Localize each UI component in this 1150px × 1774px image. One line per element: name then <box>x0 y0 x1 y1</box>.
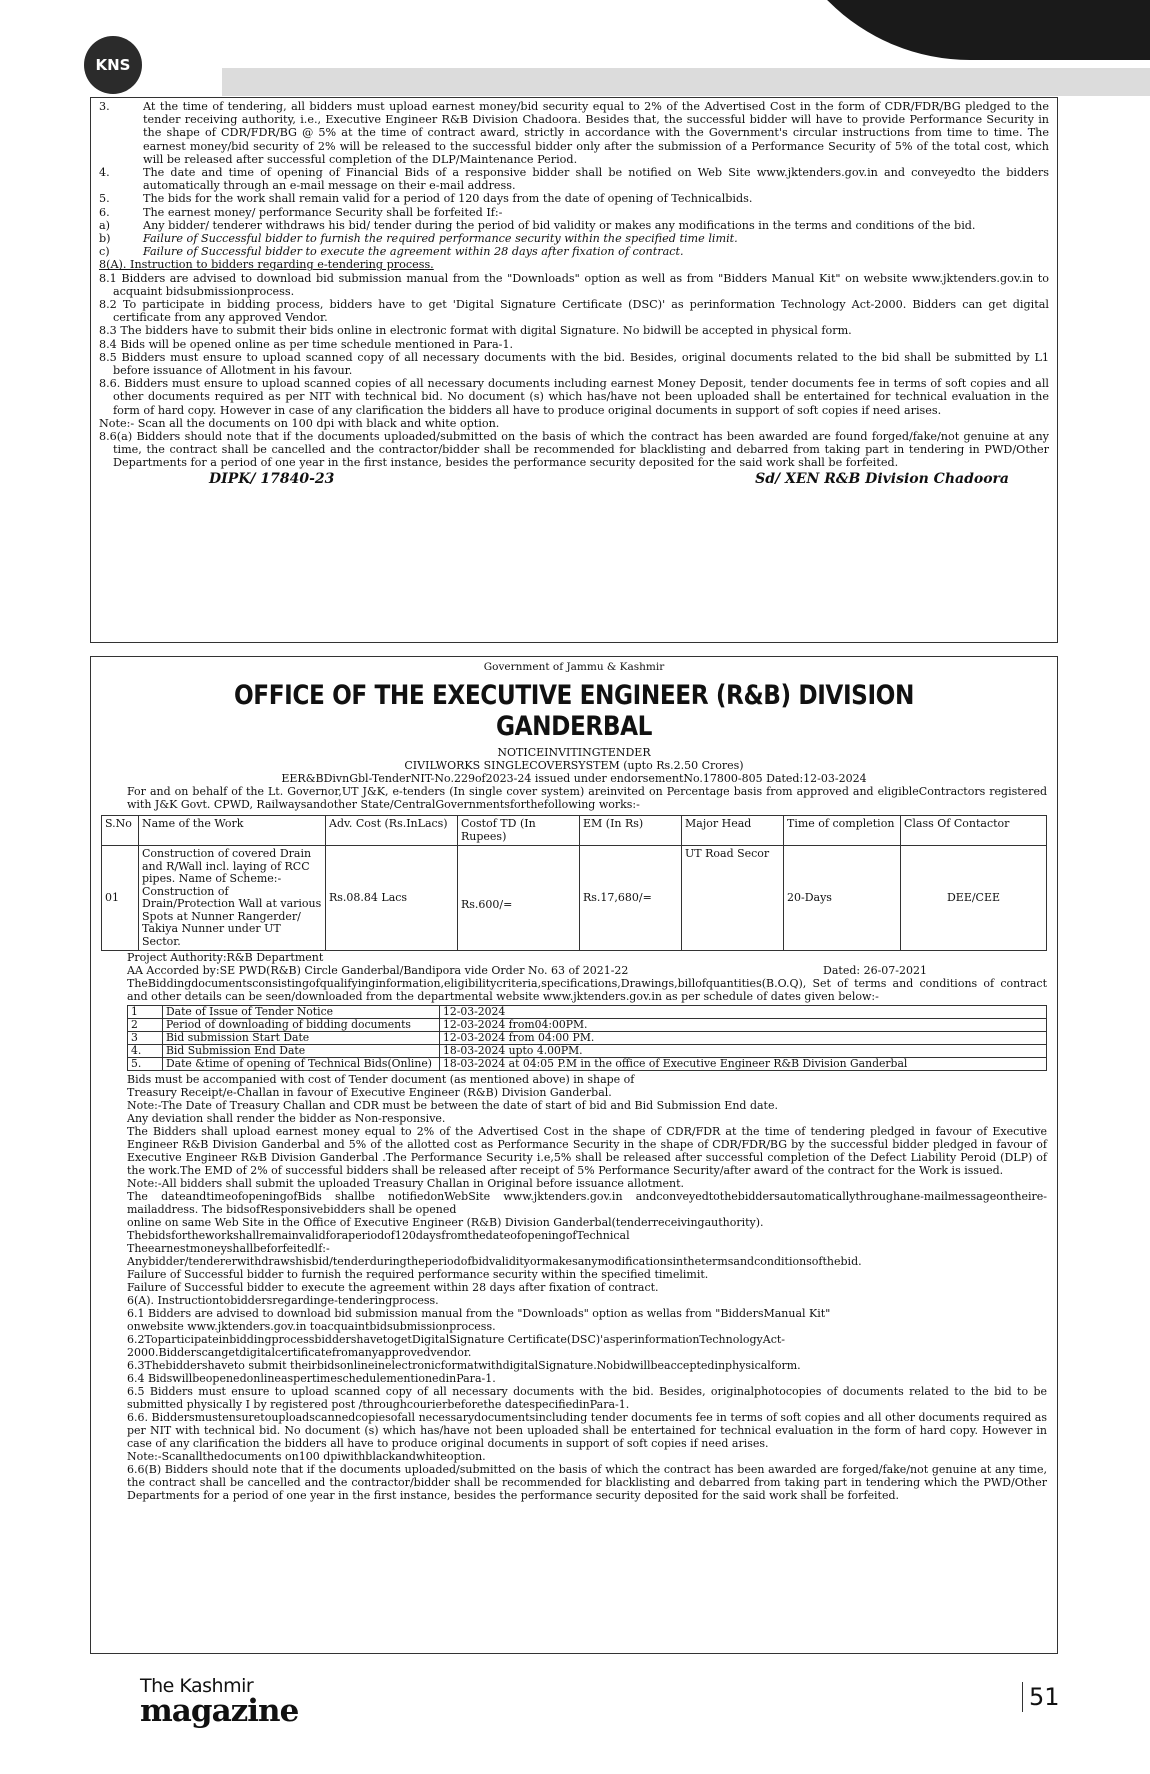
clause-number: 6. <box>99 205 110 219</box>
notice-paragraph: 6.6. Biddersmustensuretouploadscannedcopiesofall necessarydocumentsincluding tender documents fee in terms of soft copies and all other documents required as per NIT with technical bid. No document (s) which has/have not been uploaded shall be entertained for technical evaluation in the form of hard copy. However in case of any clarification the bidders all have to produce original documents in support of soft copies if need arises. <box>127 1411 1047 1451</box>
schedule-value: 12-03-2024 from 04:00 PM. <box>440 1032 1047 1045</box>
schedule-value: 18-03-2024 upto 4.00PM. <box>440 1045 1047 1058</box>
clause-number: c) <box>99 245 110 259</box>
col-em: EM (In Rs) <box>580 816 682 846</box>
clause-item <box>99 232 1049 245</box>
clause-item <box>99 219 1049 232</box>
notice-paragraph: 6.6(B) Bidders should note that if the documents uploaded/submitted on the basis of which the contract has been awarded are forged/fake/not genuine at any time, the contract shall be cancelled and the contractor/bidder shall be recommended for blacklisting and debarred from taking part in tendering which the PWD/Other Departments for a period of one year in the first instance, besides the performance security deposited for the said work shall be forfeited. <box>127 1463 1047 1503</box>
cell-adv-cost: Rs.08.84 Lacs <box>326 846 458 951</box>
signature-line <box>99 471 1049 487</box>
reference-line: EER&BDivnGbl-TenderNIT-No.229of2023-24 issued under endorsementNo.17800-805 Dated:12-03-2024 <box>281 772 867 786</box>
table-row <box>128 1045 1047 1058</box>
table-row <box>128 1058 1047 1071</box>
notice-paragraph: Treasury Receipt/e-Challan in favour of Executive Engineer (R&B) Division Ganderbal. <box>127 1086 612 1100</box>
heading-8a: 8(A). Instruction to bidders regarding e-tendering process. <box>99 258 434 272</box>
schedule-label: Period of downloading of bidding documents <box>163 1019 440 1032</box>
col-class: Class Of Contactor <box>901 816 1047 846</box>
instruction-item: 8.2 To participate in bidding process, bidders have to get 'Digital Signature Certificate (DSC)' as perinformation Technology Act-2000. Bidders can get digital certificate from any approved Vendor. <box>99 298 1049 325</box>
col-time: Time of completion <box>784 816 901 846</box>
magazine-logo <box>140 1675 299 1729</box>
bidding-docs: TheBiddingdocumentsconsistingofqualifyinginformation,eligibilitycriteria,specifications,Drawings,billofquantities(B.O.Q), Set of terms and conditions of contract and other details can be seen/downloaded from the departmental website www.jktenders.gov.in as per schedule of dates given below:- <box>127 977 1047 1004</box>
clause-item <box>99 192 1049 205</box>
schedule-label: Bid Submission End Date <box>163 1045 440 1058</box>
schedule-label: Date &time of opening of Technical Bids(Online) <box>163 1058 440 1071</box>
instruction-item: 8.1 Bidders are advised to download bid submission manual from the "Downloads" option as well as from "Bidders Manual Kit" on website www.jktenders.gov.in to acquaint bidsubmissionprocess. <box>99 271 1049 298</box>
schedule-label: Bid submission Start Date <box>163 1032 440 1045</box>
clause-item <box>99 245 1049 258</box>
page-number: 51 <box>1022 1682 1060 1712</box>
clause-text: Failure of Successful bidder to furnish the required performance security within the specified time limit. <box>143 232 738 246</box>
schedule-value: 18-03-2024 at 04:05 P.M in the office of Executive Engineer R&B Division Ganderbal <box>440 1058 1047 1071</box>
col-adv-cost: Adv. Cost (Rs.InLacs) <box>326 816 458 846</box>
schedule-number: 1 <box>128 1006 163 1019</box>
schedule-table <box>127 1005 1047 1071</box>
notice-paragraph: 2000.Bidderscangetdigitalcertificatefromanyapprovedvendor. <box>127 1346 472 1360</box>
clause-number: 5. <box>99 192 110 206</box>
notice-paragraph: 6.4 BidswillbeopenedonlineaspertimeschedulementionedinPara-1. <box>127 1372 496 1386</box>
clause-item <box>99 206 1049 219</box>
works-table-header <box>102 816 1047 846</box>
notice-ganderbal <box>90 656 1058 1654</box>
instruction-item: 8.3 The bidders have to submit their bids online in electronic format with digital Signature. No bidwill be accepted in physical form. <box>99 324 852 338</box>
cell-td-cost: Rs.600/= <box>458 846 580 951</box>
cell-major-head: UT Road Secor <box>682 846 784 951</box>
schedule-value: 12-03-2024 <box>440 1006 1047 1019</box>
col-sno: S.No <box>102 816 139 846</box>
clause-text: The bids for the work shall remain valid for a period of 120 days from the date of opening of Technicalbids. <box>143 192 753 206</box>
notice-paragraph: online on same Web Site in the Office of Executive Engineer (R&B) Division Ganderbal(tenderreceivingauthority). <box>127 1216 764 1230</box>
notice-paragraph: 6(A). Instructiontobiddersregardinge-tenderingprocess. <box>127 1294 439 1308</box>
clause-number: a) <box>99 218 111 232</box>
table-row <box>128 1006 1047 1019</box>
table-row <box>128 1032 1047 1045</box>
notice-paragraph: 6.3Thebiddershaveto submit theirbidsonlineinelectronicformatwithdigitalSignature.Nobidwillbeacceptedinphysicalform. <box>127 1359 801 1373</box>
instruction-item: 8.5 Bidders must ensure to upload scanned copy of all necessary documents with the bid. Besides, original documents related to the bid shall be submitted by L1 before issuance of Allotment in his favour. <box>99 350 1049 378</box>
clause-text: Any bidder/ tenderer withdraws his bid/ tender during the period of bid validity or makes any modifications in the terms and conditions of the bid. <box>143 218 976 232</box>
govt-line: Government of Jammu & Kashmir <box>483 661 665 673</box>
notice-chadoora <box>90 97 1058 643</box>
notice-paragraph: Bids must be accompanied with cost of Tender document (as mentioned above) in shape of <box>127 1073 635 1087</box>
notice-paragraph: Note:-All bidders shall submit the uploaded Treasury Challan in Original before issuance allotment. <box>127 1177 685 1191</box>
notice-paragraph: Theearnestmoneyshallbeforfeitedlf:- <box>127 1242 330 1256</box>
instruction-item: 8.6(a) Bidders should note that if the documents uploaded/submitted on the basis of which the contract has been awarded are found forged/fake/not genuine at any time, the contract shall be cancelled and the contractor/bidder shall be recommended for blacklisting and debarred from taking part in tendering in PWD/Other Departments for a period of one year in the first instance, besides the performance security deposited for the said work shall be forfeited. <box>99 430 1049 470</box>
schedule-number: 3 <box>128 1032 163 1045</box>
col-work: Name of the Work <box>139 816 326 846</box>
notice-paragraph: Failure of Successful bidder to furnish the required performance security within the specified timelimit. <box>127 1268 709 1282</box>
col-major-head: Major Head <box>682 816 784 846</box>
header-bar <box>222 68 1150 96</box>
notice-paragraph: The dateandtimeofopeningofBids shallbe notifiedonWebSite www.jktenders.gov.in andconveyedtothebiddersautomaticallythroughane-mailmessageontheire-mailaddress. The bidsofResponsivebidders shall be opened <box>127 1190 1047 1217</box>
cell-sno: 01 <box>102 846 139 951</box>
aa-line <box>127 964 1047 977</box>
office-title: OFFICE OF THE EXECUTIVE ENGINEER (R&B) DIVISION GANDERBAL <box>233 680 915 743</box>
cell-em: Rs.17,680/= <box>580 846 682 951</box>
project-authority: Project Authority:R&B Department <box>127 951 324 965</box>
notice-paragraph: 6.5 Bidders must ensure to upload scanned copy of all necessary documents with the bid. Besides, originalphotocopies of documents related to the bid to be submitted physically I by registered post /throughcourierbeforethe datespecifiedinPara-1. <box>127 1385 1047 1412</box>
notice-paragraph: Thebidsfortheworkshallremainvalidforaperiodof120daysfromthedateofopeningofTechnical <box>127 1229 630 1243</box>
table-row <box>128 1019 1047 1032</box>
instruction-item: Note:- Scan all the documents on 100 dpi with black and white option. <box>99 416 500 430</box>
nit-heading: NOTICEINVITINGTENDER <box>497 746 651 760</box>
logo-line2: magazine <box>140 1693 299 1729</box>
clause-text: At the time of tendering, all bidders must upload earnest money/bid security equal to 2% of the Advertised Cost in the form of CDR/FDR/BG pledged to the tender receiving authority, i.e., Executive Engineer R&B Division Chadoora. Besides that, the successful bidder will have to provide Performance Security in the shape of CDR/FDR/BG @ 5% at the time of contract award, strictly in accordance with the Government's circular instructions from time to time. The earnest money/bid security of 2% will be released to the successful bidder only after the submission of a Performance Security of 5% of the total cost, which will be released after successful completion of the DLP/Maintenance Period. <box>143 100 1049 166</box>
notice-paragraph: Note:-The Date of Treasury Challan and CDR must be between the date of start of bid and Bid Submission End date. <box>127 1099 778 1113</box>
works-table <box>101 815 1047 951</box>
cell-class: DEE/CEE <box>901 846 1047 951</box>
notice-paragraph: Any deviation shall render the bidder as Non-responsive. <box>127 1112 446 1126</box>
notice-paragraph: onwebsite www.jktenders.gov.in toacquaintbidsubmissionprocess. <box>127 1320 496 1334</box>
clause-item <box>99 166 1049 192</box>
clause-text: The date and time of opening of Financial Bids of a responsive bidder shall be notified on Web Site www.jktenders.gov.in and conveyedto the bidders automatically through an e-mail message on their e-mail address. <box>143 166 1049 193</box>
clause-text: Failure of Successful bidder to execute the agreement within 28 days after fixation of contract. <box>143 245 684 259</box>
notice-paragraph: The Bidders shall upload earnest money equal to 2% of the Advertised Cost in the shape of CDR/FDR at the time of tendering pledged in favour of Executive Engineer R&B Division Ganderbal and 5% of the allotted cost as Performance Security in the shape of CDR/FDR/BG by the successful bidder pledged in favour of Executive Engineer R&B Division Ganderbal .The Performance Security i.e,5% shall be released after successful completion of the Defect Liability Peroid (DLP) of the work.The EMD of 2% of successful bidders shall be released after receipt of 5% Performance Security/after award of the contract for the Work is issued. <box>127 1125 1047 1178</box>
corner-decoration <box>770 0 1150 60</box>
cell-time: 20-Days <box>784 846 901 951</box>
aa-accorded: AA Accorded by:SE PWD(R&B) Circle Ganderbal/Bandipora vide Order No. 63 of 2021-22 <box>127 964 629 978</box>
schedule-number: 5. <box>128 1058 163 1071</box>
clause-number: 4. <box>99 166 110 180</box>
instruction-item: 8.6. Bidders must ensure to upload scanned copies of all necessary documents including earnest Money Deposit, tender documents fee in terms of soft copies and all other documents required as per NIT with technical bid. No document (s) which has/have not been uploaded shall be entertained for technical evaluation in the form of hard copy. However in case of any clarification the bidders all have to produce original documents in support of soft copies if need arises. <box>99 377 1049 417</box>
clause-number: 3. <box>99 100 110 113</box>
notice-paragraph: Note:-Scanallthedocuments on100 dpiwithblackandwhiteoption. <box>127 1450 486 1464</box>
schedule-number: 4. <box>128 1045 163 1058</box>
schedule-number: 2 <box>128 1019 163 1032</box>
schedule-value: 12-03-2024 from04:00PM. <box>440 1019 1047 1032</box>
intro-text: For and on behalf of the Lt. Governor,UT J&K, e-tenders (In single cover system) areinvited on Percentage basis from approved and eligibleContractors registered with J&K Govt. CPWD, Railwaysandother State/CentralGovernmentsforthefollowing works:- <box>127 785 1047 812</box>
clause-text: The earnest money/ performance Security shall be forfeited If:- <box>143 205 503 219</box>
signature: Sd/ XEN R&B Division Chadoora <box>755 470 1009 487</box>
clause-number: b) <box>99 232 111 246</box>
cell-work: Construction of covered Drain and R/Wall incl. laying of RCC pipes. Name of Scheme:-Construction of Drain/Protection Wall at various Spots at Nunner Rangerder/ Takiya Nunner under UT Sector. <box>139 846 326 951</box>
dipk-number: DIPK/ 17840-23 <box>209 470 335 487</box>
clause-item <box>99 100 1049 166</box>
aa-dated: Dated: 26-07-2021 <box>823 964 927 978</box>
col-td-cost: Costof TD (In Rupees) <box>458 816 580 846</box>
notice-paragraph: 6.2ToparticipateinbiddingprocessbiddershavetogetDigitalSignature Certificate(DSC)'asperinformationTechnologyAct- <box>127 1333 785 1347</box>
notice-paragraph: 6.1 Bidders are advised to download bid submission manual from the "Downloads" option as wellas from "BiddersManual Kit" <box>127 1307 831 1321</box>
logo-line1: The Kashmir <box>140 1675 254 1697</box>
system-line: CIVILWORKS SINGLECOVERSYSTEM (upto Rs.2.50 Crores) <box>404 759 744 773</box>
notice-paragraph: Failure of Successful bidder to execute the agreement within 28 days after fixation of contract. <box>127 1281 659 1295</box>
table-row <box>102 846 1047 951</box>
notice-paragraph: Anybidder/tendererwithdrawshisbid/tenderduringtheperiodofbidvalidityormakesanymodificationsinthetermsandconditionsofthebid. <box>127 1255 862 1269</box>
kns-logo: KNS <box>84 36 142 94</box>
instruction-item: 8.4 Bids will be opened online as per time schedule mentioned in Para-1. <box>99 337 514 351</box>
schedule-label: Date of Issue of Tender Notice <box>163 1006 440 1019</box>
